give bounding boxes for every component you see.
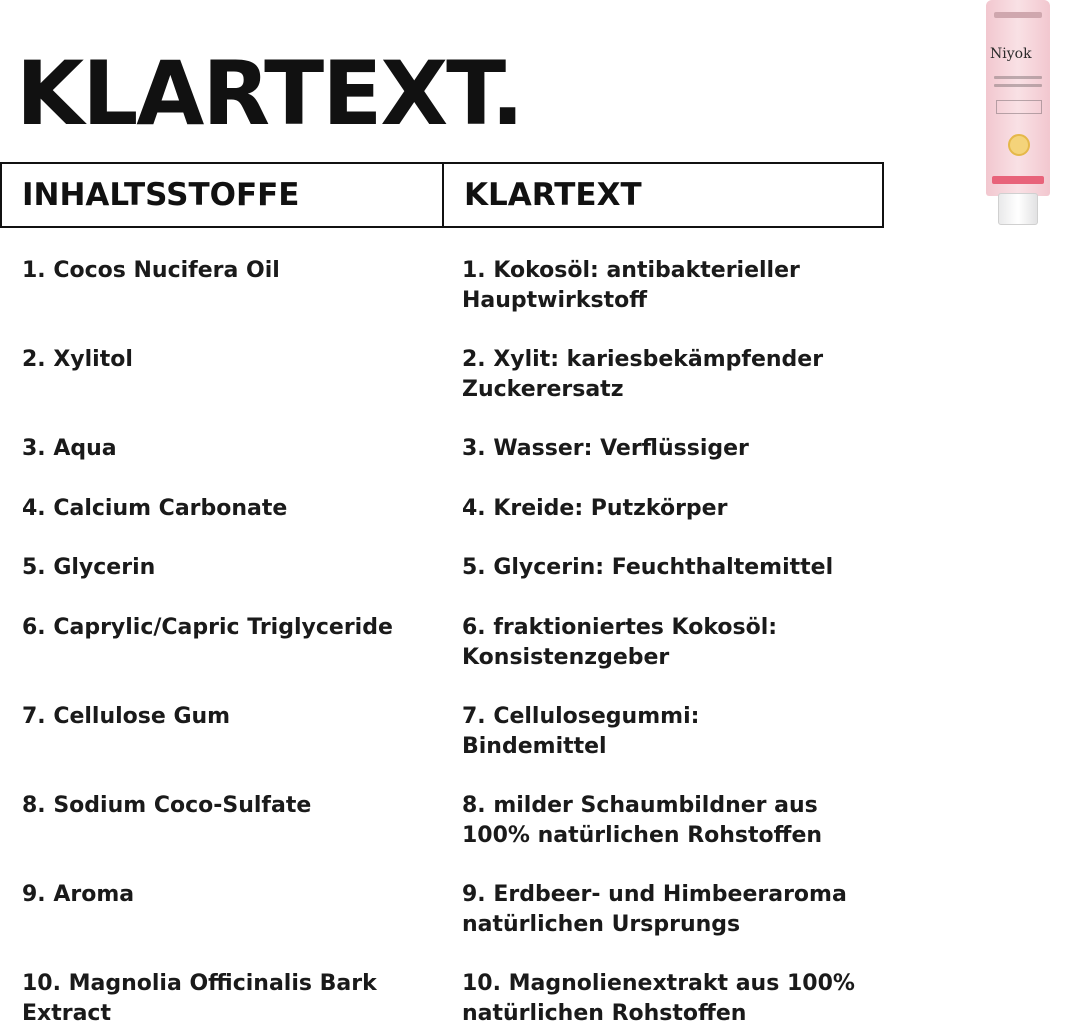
tube-body [986, 0, 1050, 196]
ingredient-cell: 5. Glycerin [22, 555, 156, 580]
ingredient-cell: 6. Caprylic/Capric Triglyceride [22, 615, 393, 640]
page-title: KLARTEXT. [16, 42, 523, 145]
explanation-cell: 4. Kreide: Putzkörper [462, 496, 728, 521]
explanation-cell: 10. Magnolienextrakt aus 100% natürlichen Rohstoffen [462, 971, 855, 1026]
ingredient-cell: 8. Sodium Coco-Sulfate [22, 793, 312, 818]
tube-cap [998, 193, 1038, 225]
explanation-cell: 6. fraktioniertes Kokosöl: Konsistenzgeber [462, 615, 778, 670]
ingredient-cell: 9. Aroma [22, 882, 135, 907]
ingredient-cell: 3. Aqua [22, 436, 117, 461]
brand-logo: Niyok [990, 46, 1032, 62]
tube-text-line [994, 76, 1042, 79]
tube-claim-box [996, 100, 1042, 114]
sun-illustration-icon [1008, 134, 1030, 156]
explanation-cell: 2. Xylit: kariesbekämpfender Zuckerersatz [462, 347, 824, 402]
tube-text-line [994, 84, 1042, 87]
explanation-cell: 9. Erdbeer- und Himbeeraroma natürlichen Ursprungs [462, 882, 847, 937]
ingredient-cell: 1. Cocos Nucifera Oil [22, 258, 280, 283]
toothpaste-tube-image [986, 0, 1050, 230]
tube-label-badge [994, 12, 1042, 18]
ingredient-cell: 2. Xylitol [22, 347, 133, 372]
explanation-cell: 7. Cellulosegummi: Bindemittel [462, 704, 700, 759]
explanation-cell: 8. milder Schaumbildner aus 100% natürlichen Rohstoffen [462, 793, 823, 848]
ingredient-cell: 7. Cellulose Gum [22, 704, 231, 729]
header-ingredients: INHALTSSTOFFE [2, 164, 444, 226]
ingredient-cell: 4. Calcium Carbonate [22, 496, 288, 521]
ingredient-cell: 10. Magnolia Officinalis Bark Extract [22, 971, 377, 1026]
header-plain-text: KLARTEXT [464, 177, 642, 213]
explanation-cell: 1. Kokosöl: antibakterieller Hauptwirkstoff [462, 258, 800, 313]
explanation-cell: 3. Wasser: Verflüssiger [462, 436, 749, 461]
explanation-cell: 5. Glycerin: Feuchthaltemittel [462, 555, 834, 580]
tube-flavor-badge [992, 176, 1044, 184]
